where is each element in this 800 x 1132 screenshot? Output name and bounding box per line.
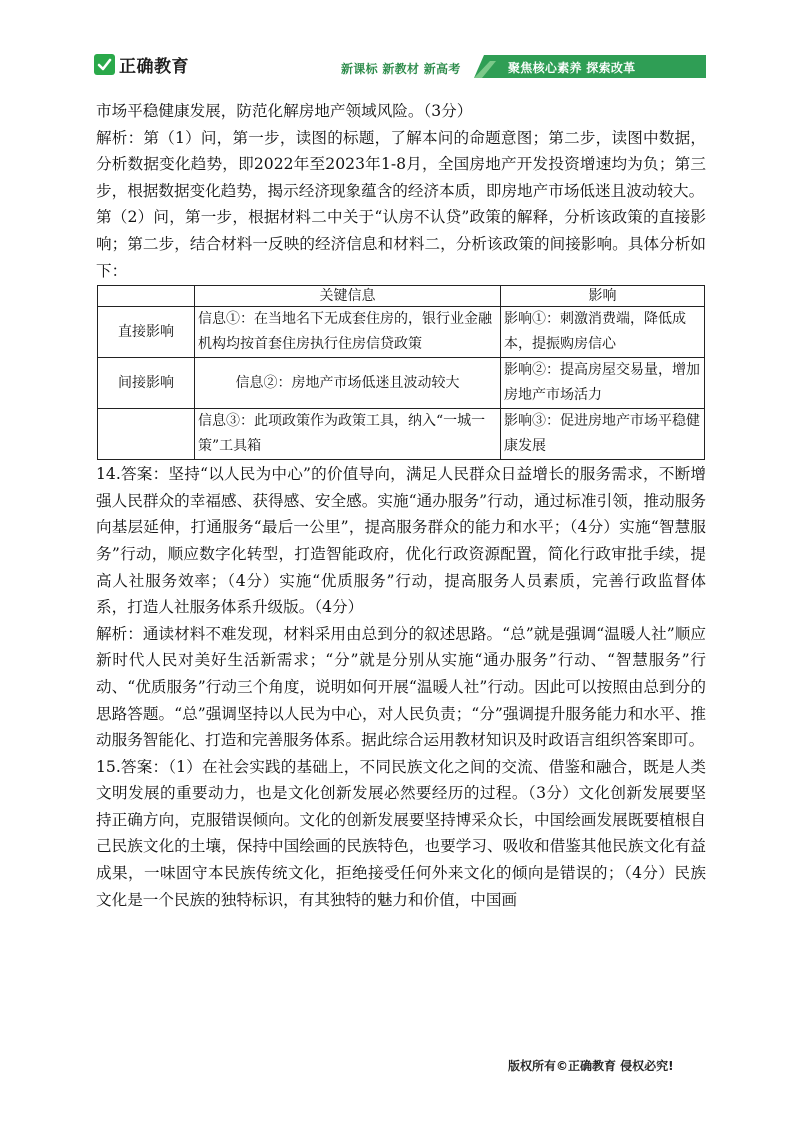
key-info-cell: 信息①：在当地名下无成套住房的，银行业金融机构均按首套住房执行住房信贷政策 (195, 307, 501, 358)
row-label (98, 409, 195, 460)
table-header-cell (98, 286, 195, 307)
table-row (98, 307, 705, 358)
brand-logo (94, 52, 189, 77)
paragraph-answer-tail: 市场平稳健康发展，防范化解房地产领域风险。（3分） (96, 102, 473, 120)
row-label: 间接影响 (98, 358, 195, 409)
effect-cell: 影响②：提高房屋交易量，增加房地产市场活力 (501, 358, 705, 409)
effect-cell: 影响③：促进房地产市场平稳健康发展 (501, 409, 705, 460)
paragraph-analysis-q2: 第（2）问，第一步，根据材料二中关于“认房不认贷”政策的解释，分析该政策的直接影响；第二步，结合材料一反映的经济信息和材料二，分析该政策的间接影响。具体分析如下： (96, 208, 706, 280)
table-row (98, 358, 705, 409)
paragraph-analysis-14: 解析：通读材料不难发现，材料采用由总到分的叙述思路。“总”就是强调“温暖人社”顺应新时代人民对美好生活新需求；“分”就是分别从实施“通办服务”行动、“智慧服务”行动、“优质服务”行动三个角度，说明如何开展“温暖人社”行动。因此可以按照由总到分的思路答题。“总”强调坚持以人民为中心，对人民负责；“分”强调提升服务能力和水平、推动服务智能化、打造和完善服务体系。据此综合运用教材知识及时政语言组织答案即可。 (96, 624, 706, 750)
table-row (98, 409, 705, 460)
paragraph-answer-14: 14.答案：坚持“以人民为中心”的价值导向，满足人民群众日益增长的服务需求，不断增强人民群众的幸福感、获得感、安全感。实施“通办服务”行动，通过标准引领，推动服务向基层延伸，打通服务“最后一公里”，提高服务群众的能力和水平；（4分）实施“智慧服务”行动，顺应数字化转型，打造智能政府，优化行政资源配置，简化行政审批手续，提高人社服务效率；（4分）实施“优质服务”行动，提高服务人员素质，完善行政监督体系，打造人社服务体系升级版。（4分） (96, 465, 706, 617)
slogan-right: 聚焦核心素养 探索改革 (508, 61, 636, 75)
analysis-table (97, 285, 705, 460)
document-body (96, 98, 706, 913)
effect-cell: 影响①：刺激消费端，降低成本，提振购房信心 (501, 307, 705, 358)
key-info-cell: 信息③：此项政策作为政策工具，纳入“一城一策”工具箱 (195, 409, 501, 460)
page-header (0, 0, 800, 90)
slogan-left: 新课标 新教材 新高考 (341, 62, 461, 76)
table-header-cell: 关键信息 (195, 286, 501, 307)
copyright-notice: 版权所有©正确教育 侵权必究! (508, 1059, 674, 1073)
brand-name: 正确教育 (119, 57, 189, 77)
paragraph-analysis-q1: 解析：第（1）问，第一步，读图的标题，了解本问的命题意图；第二步，读图中数据，分析数据变化趋势，即2022年至2023年1-8月，全国房地产开发投资增速均为负；第三步，根据数据变化趋势，揭示经济现象蕴含的经济本质，即房地产市场低迷且波动较大。 (96, 128, 706, 200)
key-info-cell: 信息②：房地产市场低迷且波动较大 (195, 358, 501, 409)
table-header-cell: 影响 (501, 286, 705, 307)
table-header-row (98, 286, 705, 307)
row-label: 直接影响 (98, 307, 195, 358)
check-icon (94, 54, 115, 75)
paragraph-answer-15: 15.答案：（1）在社会实践的基础上，不同民族文化之间的交流、借鉴和融合，既是人类文明发展的重要动力，也是文化创新发展必然要经历的过程。（3分）文化创新发展要坚持正确方向，克服错误倾向。文化的创新发展要坚持博采众长，中国绘画发展既要植根自己民族文化的土壤，保持中国绘画的民族特色，也要学习、吸收和借鉴其他民族文化有益成果，一味固守本民族传统文化，拒绝接受任何外来文化的倾向是错误的；（4分）民族文化是一个民族的独特标识，有其独特的魅力和价值，中国画 (96, 757, 706, 909)
